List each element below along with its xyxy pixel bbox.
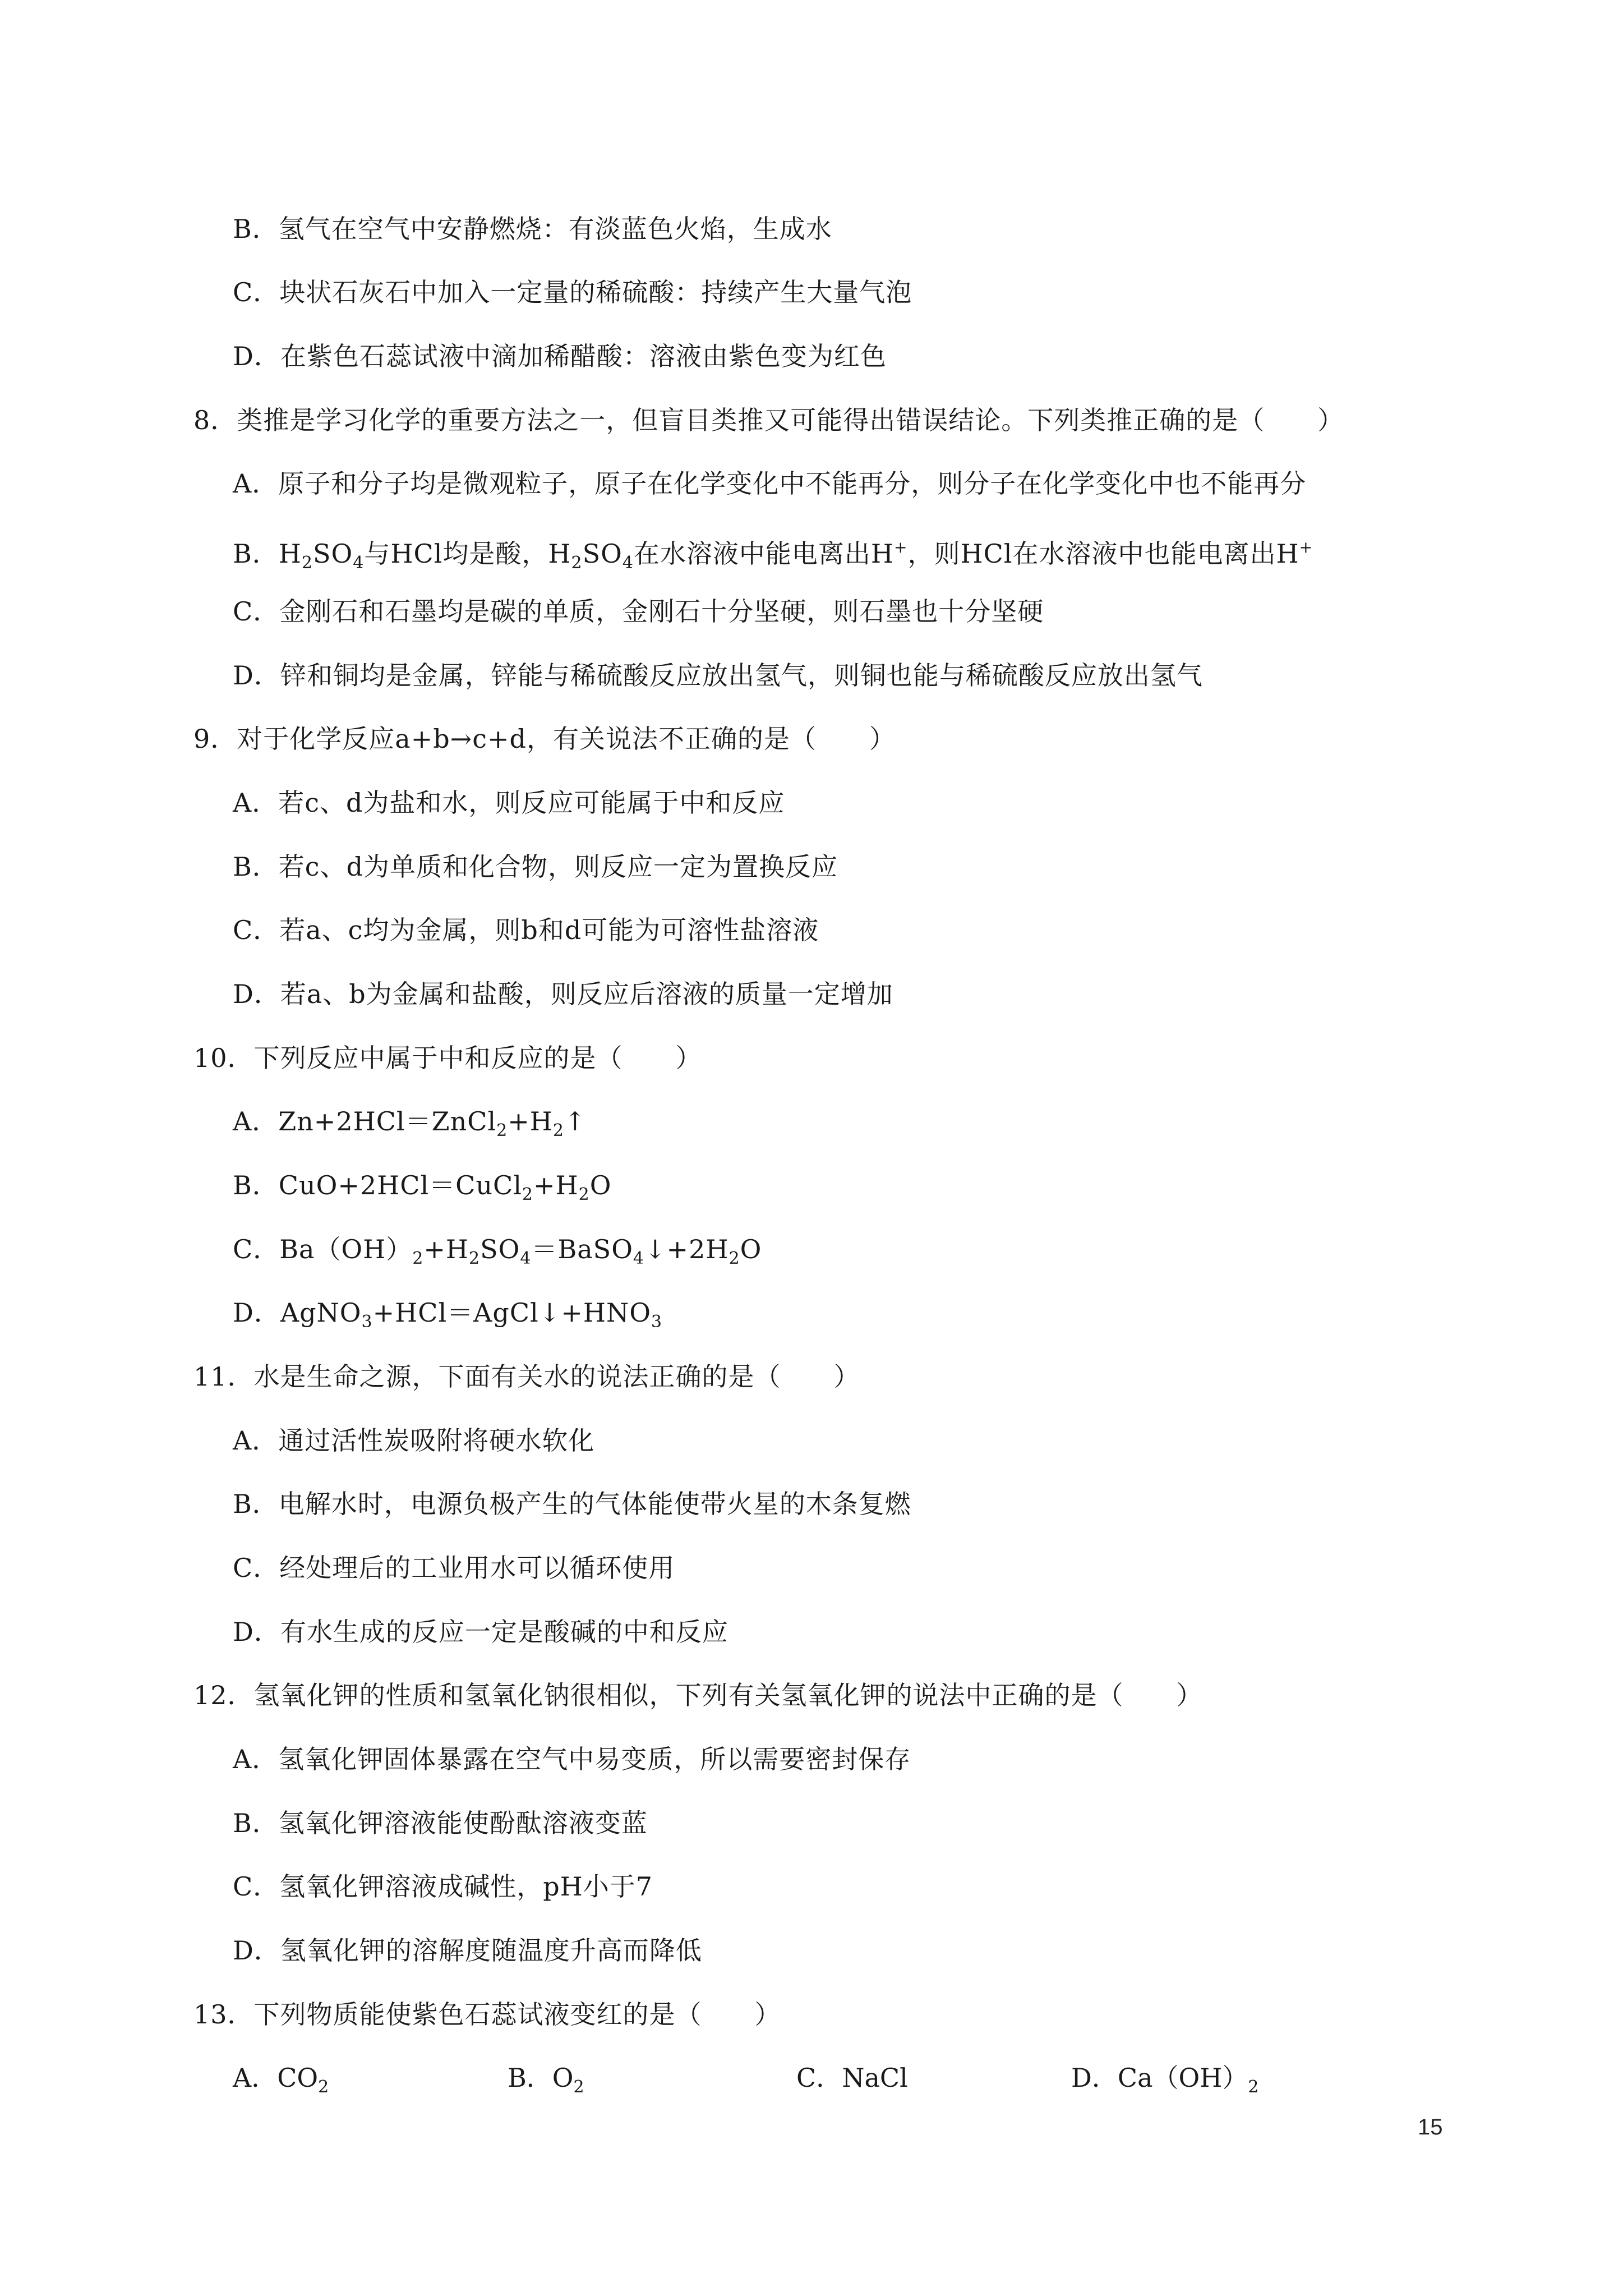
q12-option-c: C．氢氧化钾溶液成碱性，pH小于7 <box>233 1871 653 1902</box>
q11-option-a: A．通过活性炭吸附将硬水软化 <box>233 1425 595 1456</box>
q12-stem: 12．氢氧化钾的性质和氢氧化钠很相似，下列有关氢氧化钾的说法中正确的是（ ） <box>193 1680 1203 1710</box>
q9-stem: 9．对于化学反应a+b→c+d，有关说法不正确的是（ ） <box>193 724 896 754</box>
q13-stem: 13．下列物质能使紫色石蕊试液变红的是（ ） <box>193 1999 781 2030</box>
q10-option-b: B．$CuO+2HCl=CuCl_2+H_2O$ <box>233 1170 612 1204</box>
q13-option-c: C．NaCl <box>796 2063 908 2093</box>
q8-option-c: C．金刚石和石墨均是碳的单质，金刚石十分坚硬，则石墨也十分坚硬 <box>233 596 1044 627</box>
q10-option-a: A．$Zn+2HCl=ZnCl_2+H_2↑$ <box>233 1106 587 1140</box>
q9-option-c: C．若a、c均为金属，则b和d可能为可溶性盐溶液 <box>233 915 819 945</box>
q12-option-d: D．氢氧化钾的溶解度随温度升高而降低 <box>233 1935 702 1966</box>
q12-option-b: B．氢氧化钾溶液能使酚酞溶液变蓝 <box>233 1808 648 1838</box>
q7-option-d: D．在紫色石蕊试液中滴加稀醋酸：溶液由紫色变为红色 <box>233 341 887 371</box>
q10-option-d: D．$AgNO_3+HCl=AgCl↓+HNO_3$ <box>233 1297 663 1332</box>
q7-option-c: C．块状石灰石中加入一定量的稀硫酸：持续产生大量气泡 <box>233 277 912 307</box>
q8-option-b: B．$H_2SO_4$与HCl均是酸，$H_2SO_4$在水溶液中能电离出H+，则HCl在水溶液中也能电离出H+ <box>233 538 1313 573</box>
q9-option-a: A．若c、d为盐和水，则反应可能属于中和反应 <box>233 788 785 818</box>
q13-option-b: B．$O_2$ <box>508 2063 584 2097</box>
q11-stem: 11．水是生命之源，下面有关水的说法正确的是（ ） <box>193 1361 860 1392</box>
q11-option-b: B．电解水时，电源负极产生的气体能使带火星的木条复燃 <box>233 1489 911 1519</box>
q11-option-c: C．经处理后的工业用水可以循环使用 <box>233 1553 675 1583</box>
q7-option-b: B．氢气在空气中安静燃烧：有淡蓝色火焰，生成水 <box>233 214 832 244</box>
q13-option-a: A．$CO_2$ <box>233 2063 329 2097</box>
q12-option-a: A．氢氧化钾固体暴露在空气中易变质，所以需要密封保存 <box>233 1744 911 1774</box>
q9-option-d: D．若a、b为金属和盐酸，则反应后溶液的质量一定增加 <box>233 979 893 1009</box>
q10-stem: 10．下列反应中属于中和反应的是（ ） <box>193 1043 702 1073</box>
q8-option-a: A．原子和分子均是微观粒子，原子在化学变化中不能再分，则分子在化学变化中也不能再分 <box>233 468 1307 499</box>
q8-stem: 8．类推是学习化学的重要方法之一，但盲目类推又可能得出错误结论。下列类推正确的是（ ） <box>193 405 1344 435</box>
q10-option-c: C．$Ba(OH)_2+H_2SO_4=BaSO_4↓+2H_2O$ <box>233 1234 762 1268</box>
page-number: 15 <box>1418 2115 1443 2139</box>
q9-option-b: B．若c、d为单质和化合物，则反应一定为置换反应 <box>233 852 838 882</box>
q8-option-d: D．锌和铜均是金属，锌能与稀硫酸反应放出氢气，则铜也能与稀硫酸反应放出氢气 <box>233 660 1203 691</box>
q11-option-d: D．有水生成的反应一定是酸碱的中和反应 <box>233 1617 728 1647</box>
q13-option-d: D．$Ca(OH)_2$ <box>1071 2063 1259 2097</box>
